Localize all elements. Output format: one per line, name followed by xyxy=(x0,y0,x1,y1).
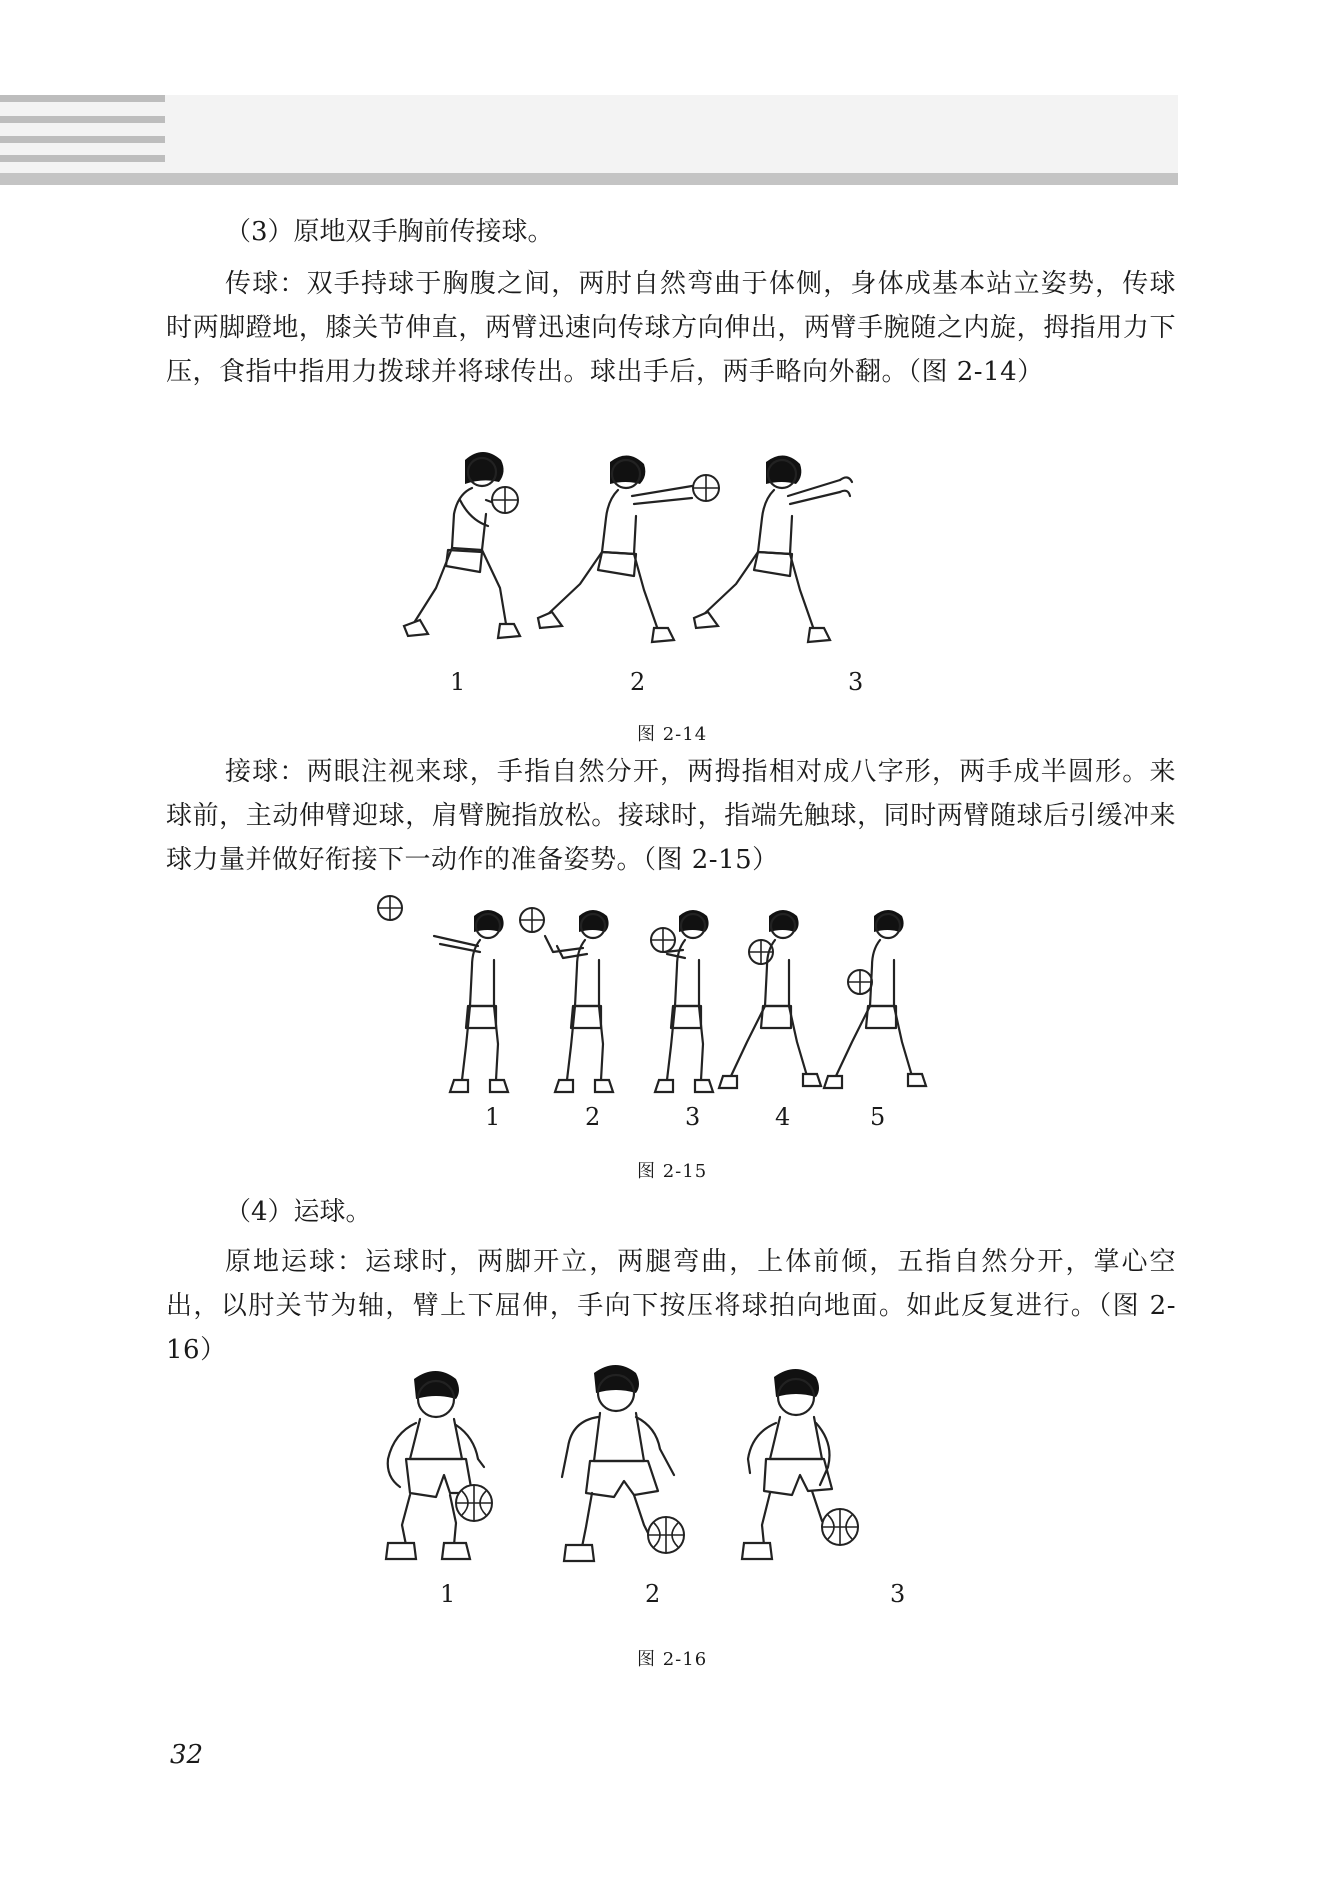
player-illustration xyxy=(538,455,719,642)
player-illustration xyxy=(742,1369,858,1559)
figure-2-16 xyxy=(370,1365,970,1630)
section-heading-3: （3）原地双手胸前传接球。 xyxy=(225,217,554,247)
figure-number: 2 xyxy=(630,668,646,696)
figure-caption: 图 2-16 xyxy=(637,1649,708,1670)
figure-caption: 图 2-15 xyxy=(637,1161,708,1182)
figure-number: 1 xyxy=(440,1580,456,1608)
player-illustration xyxy=(651,910,713,1092)
dribble-paragraph: 原地运球：运球时，两脚开立，两腿弯曲，上体前倾，五指自然分开，掌心空出，以肘关节为轴，臂上下屈伸，手向下按压将球拍向地面。如此反复进行。（图 2-16） xyxy=(166,1247,1176,1365)
header-rule xyxy=(0,173,1178,185)
section-heading-4: （4）运球。 xyxy=(225,1197,372,1227)
figure-number: 2 xyxy=(645,1580,661,1608)
player-illustration xyxy=(719,910,821,1088)
player-illustration xyxy=(434,910,508,1092)
figure-number: 1 xyxy=(485,1103,501,1131)
figure-number: 3 xyxy=(848,668,864,696)
figure-number: 3 xyxy=(890,1580,906,1608)
player-illustration xyxy=(404,452,520,638)
figure-number: 1 xyxy=(450,668,466,696)
catch-paragraph: 接球：两眼注视来球，手指自然分开，两拇指相对成八字形，两手成半圆形。来球前，主动伸臂迎球，肩臂腕指放松。接球时，指端先触球，同时两臂随球后引缓冲来球力量并做好衔接下一动作的准备姿势。（图 2-15） xyxy=(166,757,1176,875)
player-illustration xyxy=(386,1371,492,1559)
pass-paragraph: 传球：双手持球于胸腹之间，两肘自然弯曲于体侧，身体成基本站立姿势，传球时两脚蹬地，膝关节伸直，两臂迅速向传球方向伸出，两臂手腕随之内旋，拇指用力下压，食指中指用力拨球并将球传出。球出手后，两手略向外翻。（图 2-14） xyxy=(166,269,1176,387)
player-illustration xyxy=(824,910,926,1088)
figure-2-14 xyxy=(390,440,910,700)
figure-caption: 图 2-14 xyxy=(637,724,708,745)
player-illustration xyxy=(562,1365,684,1561)
header-stripe xyxy=(0,95,165,102)
header-stripe xyxy=(0,155,165,162)
figure-number: 5 xyxy=(870,1103,886,1131)
page-number: 32 xyxy=(170,1740,204,1770)
player-illustration xyxy=(545,910,613,1092)
figure-2-15 xyxy=(370,880,970,1135)
header-band xyxy=(0,95,1178,185)
figure-number: 2 xyxy=(585,1103,601,1131)
header-stripe xyxy=(0,136,165,143)
header-stripe xyxy=(0,116,165,123)
figure-number: 4 xyxy=(775,1103,791,1131)
figure-number: 3 xyxy=(685,1103,701,1131)
